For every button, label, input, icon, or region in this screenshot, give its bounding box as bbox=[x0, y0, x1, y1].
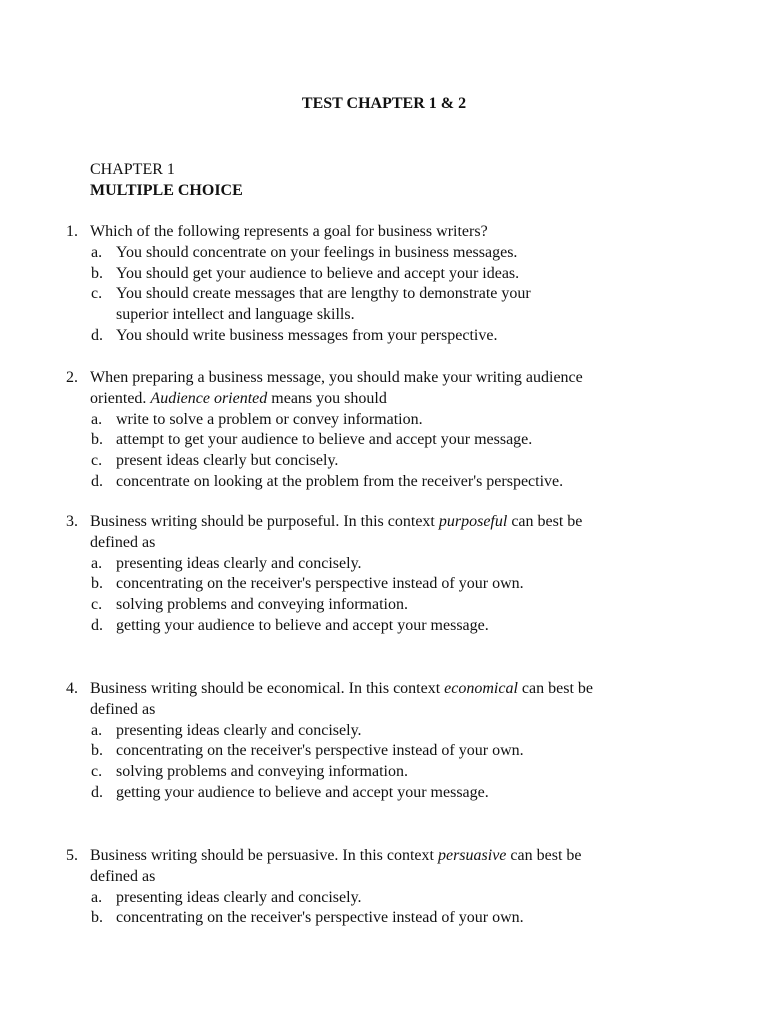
answer-option bbox=[66, 908, 666, 929]
option-label: a. bbox=[91, 721, 103, 739]
answer-option bbox=[66, 574, 666, 595]
option-text: presenting ideas clearly and concisely. bbox=[116, 888, 362, 906]
option-text: getting your audience to believe and accept your message. bbox=[116, 616, 489, 634]
answer-options bbox=[66, 243, 666, 347]
stem-text: defined as bbox=[90, 533, 156, 551]
option-text: presenting ideas clearly and concisely. bbox=[116, 721, 362, 739]
stem-text: Business writing should be economical. In this context bbox=[90, 680, 445, 697]
option-text: You should concentrate on your feelings in business messages. bbox=[116, 243, 518, 261]
answer-option bbox=[66, 616, 666, 637]
stem-text: can best be bbox=[506, 847, 582, 864]
answer-option bbox=[66, 472, 666, 493]
stem-text: can best be bbox=[517, 680, 593, 697]
stem-text: means you should bbox=[267, 389, 387, 407]
question-2 bbox=[66, 368, 666, 493]
answer-option bbox=[66, 284, 666, 326]
option-text: You should create messages that are lengthy to demonstrate your bbox=[116, 285, 531, 303]
option-label: a. bbox=[91, 410, 103, 428]
italic-term: economical bbox=[444, 680, 518, 697]
question-number: 1. bbox=[66, 223, 78, 240]
question-5 bbox=[66, 846, 666, 929]
question-stem-line bbox=[66, 679, 666, 700]
answer-options bbox=[66, 410, 666, 493]
answer-option bbox=[66, 721, 666, 742]
option-label: a. bbox=[91, 554, 103, 572]
option-text: concentrate on looking at the problem from the receiver's perspective. bbox=[116, 472, 564, 490]
answer-option bbox=[66, 554, 666, 575]
answer-option bbox=[66, 741, 666, 762]
option-label: a. bbox=[91, 243, 103, 261]
option-label: c. bbox=[91, 285, 103, 303]
answer-option bbox=[66, 264, 666, 285]
stem-text: Which of the following represents a goal for business writers? bbox=[90, 223, 488, 240]
chapter-heading: CHAPTER 1 bbox=[90, 161, 175, 178]
option-label: d. bbox=[91, 472, 103, 490]
question-number: 4. bbox=[66, 680, 78, 697]
question-number: 2. bbox=[66, 369, 78, 386]
stem-text: can best be bbox=[507, 513, 583, 530]
option-text: write to solve a problem or convey information. bbox=[116, 410, 423, 428]
question-stem-line bbox=[66, 222, 666, 243]
question-1 bbox=[66, 222, 666, 347]
answer-option bbox=[66, 451, 666, 472]
option-text: presenting ideas clearly and concisely. bbox=[116, 554, 362, 572]
answer-options bbox=[66, 721, 666, 804]
option-label: c. bbox=[91, 452, 103, 470]
option-label: d. bbox=[91, 326, 103, 344]
option-text: concentrating on the receiver's perspective instead of your own. bbox=[116, 742, 524, 760]
question-4 bbox=[66, 679, 666, 804]
stem-text: Business writing should be purposeful. In this context bbox=[90, 513, 439, 530]
option-label: b. bbox=[91, 431, 103, 449]
option-label: c. bbox=[91, 763, 103, 781]
question-number: 5. bbox=[66, 847, 78, 864]
answer-option bbox=[66, 430, 666, 451]
option-label: c. bbox=[91, 596, 103, 614]
question-stem-line bbox=[66, 533, 666, 554]
stem-text: defined as bbox=[90, 867, 156, 885]
option-label: b. bbox=[91, 909, 103, 927]
stem-text: oriented. bbox=[90, 389, 151, 407]
question-stem-line bbox=[66, 512, 666, 533]
option-text: attempt to get your audience to believe and accept your message. bbox=[116, 431, 533, 449]
answer-options bbox=[66, 554, 666, 637]
question-stem-line bbox=[66, 700, 666, 721]
question-stem-line bbox=[66, 389, 666, 410]
answer-option bbox=[66, 783, 666, 804]
question-stem-line bbox=[66, 368, 666, 389]
answer-option bbox=[66, 595, 666, 616]
option-label: b. bbox=[91, 742, 103, 760]
answer-options bbox=[66, 888, 666, 930]
question-stem-line bbox=[66, 846, 666, 867]
question-3 bbox=[66, 512, 666, 637]
option-text: present ideas clearly but concisely. bbox=[116, 452, 339, 470]
option-text: concentrating on the receiver's perspective instead of your own. bbox=[116, 909, 524, 927]
option-label: b. bbox=[91, 575, 103, 593]
answer-option bbox=[66, 762, 666, 783]
section-heading: MULTIPLE CHOICE bbox=[90, 182, 243, 199]
option-text: solving problems and conveying information. bbox=[116, 763, 408, 781]
option-label: d. bbox=[91, 783, 103, 801]
italic-term: Audience oriented bbox=[150, 389, 268, 407]
answer-option bbox=[66, 326, 666, 347]
option-text: concentrating on the receiver's perspective instead of your own. bbox=[116, 575, 524, 593]
italic-term: persuasive bbox=[437, 847, 507, 864]
option-text: You should get your audience to believe and accept your ideas. bbox=[116, 264, 520, 282]
option-label: a. bbox=[91, 888, 103, 906]
option-text: superior intellect and language skills. bbox=[116, 306, 355, 324]
option-label: b. bbox=[91, 264, 103, 282]
answer-option bbox=[66, 243, 666, 264]
question-stem-line bbox=[66, 867, 666, 888]
page-title: TEST CHAPTER 1 & 2 bbox=[301, 95, 467, 112]
stem-text: Business writing should be persuasive. In this context bbox=[90, 847, 438, 864]
answer-option bbox=[66, 410, 666, 431]
question-number: 3. bbox=[66, 513, 78, 530]
italic-term: purposeful bbox=[438, 513, 508, 530]
stem-text: defined as bbox=[90, 700, 156, 718]
stem-text: When preparing a business message, you should make your writing audience bbox=[90, 369, 583, 386]
option-text: solving problems and conveying information. bbox=[116, 596, 408, 614]
option-text: getting your audience to believe and accept your message. bbox=[116, 783, 489, 801]
option-label: d. bbox=[91, 616, 103, 634]
answer-option bbox=[66, 888, 666, 909]
option-text: You should write business messages from your perspective. bbox=[116, 326, 498, 344]
